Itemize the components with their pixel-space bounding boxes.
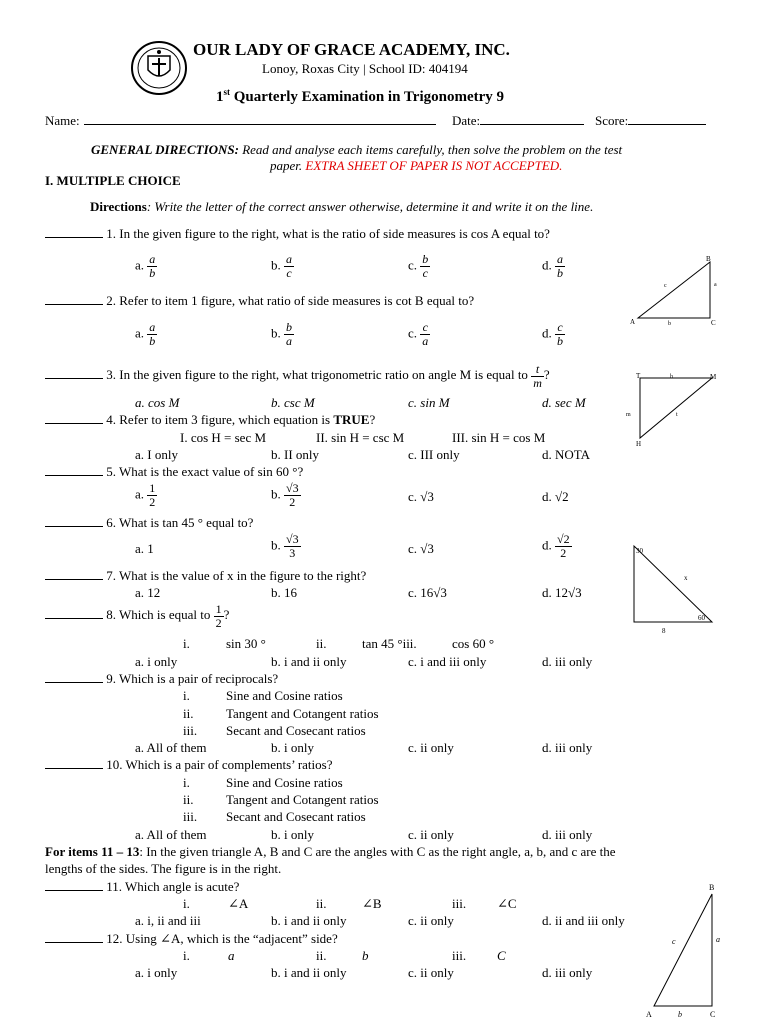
choice-5d: d. √2: [542, 489, 569, 504]
answer-blank[interactable]: [45, 682, 103, 683]
option-12-iii-label: iii.: [452, 948, 467, 963]
question-10: 10. Which is a pair of complements’ ratios?: [45, 757, 332, 773]
svg-text:M: M: [710, 373, 717, 381]
choice-11d: d. ii and iii only: [542, 913, 625, 928]
choice-3d: d. sec M: [542, 395, 586, 410]
choice-2d: d. $\frac{c}{b}$: [542, 320, 563, 348]
svg-text:a: a: [716, 935, 720, 944]
question-6: 6. What is tan 45 ° equal to?: [45, 515, 253, 531]
svg-text:c: c: [672, 937, 676, 946]
choice-6d: d. $\frac{√2}{2}$: [542, 532, 570, 560]
choice-5c: c. √3: [408, 489, 434, 504]
option-9-i: Sine and Cosine ratios: [226, 688, 343, 703]
option-11-i-label: i.: [183, 896, 190, 911]
answer-blank[interactable]: [45, 579, 103, 580]
choice-8a: a. i only: [135, 654, 178, 669]
section-title: I. MULTIPLE CHOICE: [45, 173, 181, 188]
answer-blank[interactable]: [45, 304, 103, 305]
option-11-iii-label: iii.: [452, 896, 467, 911]
option-12-ii: b: [362, 948, 369, 963]
option-9-iii: Secant and Cosecant ratios: [226, 723, 366, 738]
choice-10a: a. All of them: [135, 827, 207, 842]
option-12-i: a: [228, 948, 235, 963]
choice-8b: b. i and ii only: [271, 654, 347, 669]
choice-7b: b. 16: [271, 585, 297, 600]
choice-9b: b. i only: [271, 740, 314, 755]
svg-text:A: A: [630, 318, 636, 326]
choice-8d: d. iii only: [542, 654, 593, 669]
choice-12b: b. i and ii only: [271, 965, 347, 980]
date-line[interactable]: Date:: [452, 113, 584, 129]
answer-blank[interactable]: [45, 475, 103, 476]
question-5: 5. What is the exact value of sin 60 °?: [45, 464, 303, 480]
choice-3b: b. csc M: [271, 395, 315, 410]
choice-7c: c. 16√3: [408, 585, 447, 600]
option-8-iii: cos 60 °: [452, 636, 495, 651]
school-name: OUR LADY OF GRACE ACADEMY, INC.: [193, 40, 510, 59]
score-line[interactable]: Score:: [595, 113, 706, 129]
question-9: 9. Which is a pair of reciprocals?: [45, 671, 278, 687]
exam-title: 1st Quarterly Examination in Trigonometry 9: [216, 87, 505, 105]
option-10-iii-label: iii.: [183, 809, 198, 824]
option-8-i: sin 30 °: [226, 636, 266, 651]
question-2: 2. Refer to item 1 figure, what ratio of side measures is cot B equal to?: [45, 293, 474, 309]
svg-text:C: C: [710, 1010, 716, 1019]
option-9-ii-label: ii.: [183, 706, 194, 721]
choice-4a: a. I only: [135, 447, 178, 462]
choice-5b: b. $\frac{√3}{2}$: [271, 481, 299, 509]
option-9-iii-label: iii.: [183, 723, 198, 738]
choice-11b: b. i and ii only: [271, 913, 347, 928]
choice-7a: a. 12: [135, 585, 161, 600]
question-3: 3. In the given figure to the right, what trigonometric ratio on angle M is equal to $\frac{t}{m}$ ?: [45, 362, 550, 390]
group-instructions-line2: lengths of the sides. The figure is in the right.: [45, 861, 282, 876]
choice-11a: a. i, ii and iii: [135, 913, 201, 928]
svg-text:h: h: [670, 374, 673, 380]
answer-blank[interactable]: [45, 942, 103, 943]
svg-text:t: t: [676, 412, 678, 418]
svg-text:B: B: [709, 883, 715, 892]
question-8: 8. Which is equal to $\frac{1}{2}$ ?: [45, 602, 229, 630]
option-11-ii: ∠B: [362, 896, 382, 911]
question-11: 11. Which angle is acute?: [45, 879, 239, 895]
triangle-figure-1: [624, 254, 724, 330]
svg-text:T: T: [636, 372, 641, 380]
option-10-iii: Secant and Cosecant ratios: [226, 809, 366, 824]
choice-1d: d. $\frac{a}{b}$: [542, 252, 563, 280]
answer-blank[interactable]: [45, 526, 103, 527]
choice-1c: c. $\frac{b}{c}$: [408, 252, 429, 280]
choice-3c: c. sin M: [408, 395, 450, 410]
triangle-figure-4: [640, 878, 730, 1020]
choice-8c: c. i and iii only: [408, 654, 487, 669]
choice-4d: d. NOTA: [542, 447, 591, 462]
question-4: 4. Refer to item 3 figure, which equation is TRUE?: [45, 412, 375, 428]
option-8-i-label: i.: [183, 636, 190, 651]
section-directions: Directions: Write the letter of the correct answer otherwise, determine it and write it on the line.: [90, 199, 594, 214]
choice-5a: a. $\frac{1}{2}$: [135, 481, 156, 509]
triangle-figure-2: [626, 370, 722, 452]
question-1: 1. In the given figure to the right, what is the ratio of side measures is cos A equal to?: [45, 226, 550, 242]
choice-10d: d. iii only: [542, 827, 593, 842]
answer-blank[interactable]: [45, 237, 103, 238]
svg-text:a: a: [714, 282, 717, 288]
answer-blank[interactable]: [45, 378, 103, 379]
option-8-ii: tan 45 °iii.: [362, 636, 417, 651]
svg-text:60: 60: [698, 614, 705, 622]
svg-text:b: b: [678, 1010, 682, 1019]
option-11-i: ∠A: [228, 896, 249, 911]
option-12-iii: C: [497, 948, 506, 963]
svg-text:H: H: [636, 440, 642, 448]
choice-6c: c. √3: [408, 541, 434, 556]
question-12: 12. Using ∠A, which is the “adjacent” side?: [45, 931, 338, 947]
option-10-i-label: i.: [183, 775, 190, 790]
name-line[interactable]: Name:: [45, 113, 436, 129]
school-seal-logo: [130, 40, 188, 96]
choice-9a: a. All of them: [135, 740, 207, 755]
option-4-i: I. cos H = sec M: [180, 430, 267, 445]
choice-10c: c. ii only: [408, 827, 454, 842]
question-7: 7. What is the value of x in the figure to the right?: [45, 568, 366, 584]
school-address: Lonoy, Roxas City | School ID: 404194: [262, 61, 468, 76]
option-10-i: Sine and Cosine ratios: [226, 775, 343, 790]
choice-2c: c. $\frac{c}{a}$: [408, 320, 429, 348]
choice-6b: b. $\frac{√3}{3}$: [271, 532, 299, 560]
answer-blank[interactable]: [45, 890, 103, 891]
svg-text:m: m: [626, 412, 631, 418]
svg-text:8: 8: [662, 627, 666, 635]
answer-blank[interactable]: [45, 423, 103, 424]
choice-7d: d. 12√3: [542, 585, 582, 600]
choice-10b: b. i only: [271, 827, 314, 842]
choice-12a: a. i only: [135, 965, 178, 980]
answer-blank[interactable]: [45, 768, 103, 769]
general-directions-line2: paper. EXTRA SHEET OF PAPER IS NOT ACCEPTED.: [270, 158, 563, 173]
group-instructions: For items 11 – 13: In the given triangle A, B and C are the angles with C as the right angle, a, b, and c are the: [45, 844, 616, 859]
svg-text:30: 30: [636, 547, 643, 555]
option-12-i-label: i.: [183, 948, 190, 963]
choice-9c: c. ii only: [408, 740, 454, 755]
choice-1b: b. $\frac{a}{c}$: [271, 252, 292, 280]
choice-1a: a. $\frac{a}{b}$: [135, 252, 156, 280]
option-4-ii: II. sin H = csc M: [316, 430, 405, 445]
option-11-ii-label: ii.: [316, 896, 327, 911]
option-12-ii-label: ii.: [316, 948, 327, 963]
option-10-ii: Tangent and Cotangent ratios: [226, 792, 379, 807]
choice-3a: a. cos M: [135, 395, 180, 410]
choice-2a: a. $\frac{a}{b}$: [135, 320, 156, 348]
choice-6a: a. 1: [135, 541, 154, 556]
svg-text:C: C: [711, 319, 716, 327]
svg-text:B: B: [706, 255, 711, 263]
choice-4c: c. III only: [408, 447, 460, 462]
option-11-iii: ∠C: [497, 896, 517, 911]
svg-text:b: b: [668, 321, 671, 327]
choice-11c: c. ii only: [408, 913, 454, 928]
option-9-i-label: i.: [183, 688, 190, 703]
option-9-ii: Tangent and Cotangent ratios: [226, 706, 379, 721]
choice-9d: d. iii only: [542, 740, 593, 755]
choice-12d: d. iii only: [542, 965, 593, 980]
svg-text:c: c: [664, 283, 667, 289]
general-directions: GENERAL DIRECTIONS: Read and analyse each items carefully, then solve the problem on the test: [91, 142, 623, 157]
choice-12c: c. ii only: [408, 965, 454, 980]
svg-text:x: x: [684, 574, 688, 582]
answer-blank[interactable]: [45, 618, 103, 619]
option-8-ii-label: ii.: [316, 636, 327, 651]
choice-2b: b. $\frac{b}{a}$: [271, 320, 292, 348]
option-4-iii: III. sin H = cos M: [452, 430, 546, 445]
choice-4b: b. II only: [271, 447, 320, 462]
option-10-ii-label: ii.: [183, 792, 194, 807]
svg-text:A: A: [646, 1010, 652, 1019]
triangle-figure-3: [626, 538, 718, 638]
